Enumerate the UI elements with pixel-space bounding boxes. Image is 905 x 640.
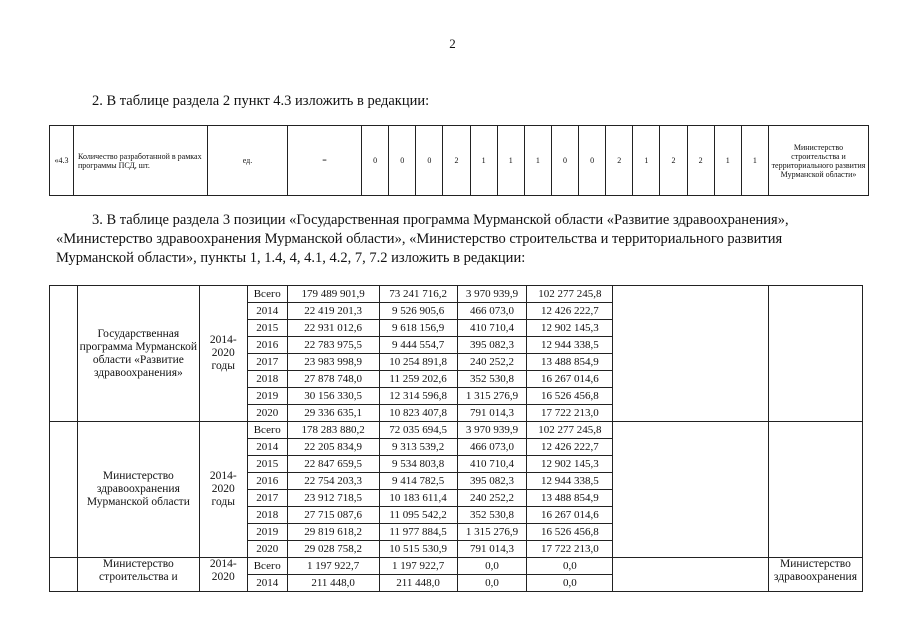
municipal-budget-cell: 0,0 (457, 558, 527, 575)
paragraph-item-3-line3: Мурманской области», пункты 1, 1.4, 4, 4.1, 4.2, 7, 7.2 изложить в редакции: (56, 250, 526, 266)
total-cell: 22 931 012,6 (287, 320, 379, 337)
federal-budget-cell: 9 526 905,6 (379, 303, 457, 320)
empty-cell (613, 558, 769, 592)
program-name: Министерство строительства и (77, 558, 199, 592)
year-cell: Всего (247, 422, 287, 439)
municipal-budget-cell: 3 970 939,9 (457, 422, 527, 439)
other-funding-cell: 16 526 456,8 (527, 524, 613, 541)
financing-row (50, 422, 863, 439)
municipal-budget-cell: 1 315 276,9 (457, 524, 527, 541)
year-cell: 2018 (247, 507, 287, 524)
indicator-value: 2 (443, 126, 470, 196)
year-cell: 2017 (247, 354, 287, 371)
municipal-budget-cell: 791 014,3 (457, 541, 527, 558)
other-funding-cell: 102 277 245,8 (527, 286, 613, 303)
total-cell: 22 783 975,5 (287, 337, 379, 354)
year-cell: 2019 (247, 524, 287, 541)
other-funding-cell: 17 722 213,0 (527, 405, 613, 422)
indicator-value: 0 (389, 126, 416, 196)
indicator-value: 2 (606, 126, 633, 196)
responsible-executor (768, 286, 862, 422)
other-funding-cell: 13 488 854,9 (527, 490, 613, 507)
indicator-unit: ед. (208, 126, 288, 196)
municipal-budget-cell: 352 530,8 (457, 371, 527, 388)
year-cell: Всего (247, 558, 287, 575)
empty-cell (613, 286, 769, 422)
federal-budget-cell: 72 035 694,5 (379, 422, 457, 439)
responsible-executor: Министерство здравоохранения (768, 558, 862, 592)
year-cell: 2015 (247, 456, 287, 473)
indicator-value: 0 (579, 126, 606, 196)
indicator-row (50, 126, 869, 196)
paragraph-item-3 (56, 211, 846, 268)
indicator-value: 1 (741, 126, 768, 196)
municipal-budget-cell: 395 082,3 (457, 337, 527, 354)
indicator-eq: = (288, 126, 362, 196)
other-funding-cell: 16 526 456,8 (527, 388, 613, 405)
empty-cell (613, 422, 769, 558)
indicator-value: 2 (660, 126, 687, 196)
municipal-budget-cell: 352 530,8 (457, 507, 527, 524)
program-period: 2014-2020 годы (199, 422, 247, 558)
year-cell: 2016 (247, 337, 287, 354)
page-number: 2 (449, 36, 456, 51)
year-cell: 2018 (247, 371, 287, 388)
indicator-value: 1 (470, 126, 497, 196)
other-funding-cell: 17 722 213,0 (527, 541, 613, 558)
indicator-value: 1 (633, 126, 660, 196)
other-funding-cell: 12 902 145,3 (527, 320, 613, 337)
federal-budget-cell: 11 977 884,5 (379, 524, 457, 541)
indicator-name: Количество разработанной в рамках программы ПСД, шт. (74, 126, 208, 196)
total-cell: 22 754 203,3 (287, 473, 379, 490)
total-cell: 22 847 659,5 (287, 456, 379, 473)
year-cell: 2019 (247, 388, 287, 405)
year-cell: 2016 (247, 473, 287, 490)
federal-budget-cell: 9 444 554,7 (379, 337, 457, 354)
program-period: 2014-2020 годы (199, 286, 247, 422)
year-cell: 2015 (247, 320, 287, 337)
other-funding-cell: 12 426 222,7 (527, 303, 613, 320)
responsible-executor (768, 422, 862, 558)
total-cell: 211 448,0 (287, 575, 379, 592)
indicator-value: 0 (551, 126, 578, 196)
financing-row (50, 286, 863, 303)
indicator-number: «4.3 (50, 126, 74, 196)
municipal-budget-cell: 240 252,2 (457, 490, 527, 507)
total-cell: 1 197 922,7 (287, 558, 379, 575)
year-cell: 2014 (247, 575, 287, 592)
municipal-budget-cell: 466 073,0 (457, 439, 527, 456)
federal-budget-cell: 73 241 716,2 (379, 286, 457, 303)
indicator-value: 1 (714, 126, 741, 196)
indicator-value: 1 (497, 126, 524, 196)
federal-budget-cell: 11 095 542,2 (379, 507, 457, 524)
indicator-value: 0 (362, 126, 389, 196)
municipal-budget-cell: 240 252,2 (457, 354, 527, 371)
program-name: Государственная программа Мурманской области «Развитие здравоохранения» (77, 286, 199, 422)
municipal-budget-cell: 395 082,3 (457, 473, 527, 490)
municipal-budget-cell: 3 970 939,9 (457, 286, 527, 303)
year-cell: 2020 (247, 405, 287, 422)
program-name: Министерство здравоохранения Мурманской области (77, 422, 199, 558)
indicator-value: 0 (416, 126, 443, 196)
federal-budget-cell: 211 448,0 (379, 575, 457, 592)
other-funding-cell: 102 277 245,8 (527, 422, 613, 439)
paragraph-item-2: 2. В таблице раздела 2 пункт 4.3 изложить в редакции: (92, 93, 430, 109)
year-cell: 2014 (247, 303, 287, 320)
total-cell: 22 419 201,3 (287, 303, 379, 320)
federal-budget-cell: 9 534 803,8 (379, 456, 457, 473)
year-cell: 2014 (247, 439, 287, 456)
financing-row (50, 558, 863, 575)
federal-budget-cell: 10 183 611,4 (379, 490, 457, 507)
municipal-budget-cell: 791 014,3 (457, 405, 527, 422)
financing-table (49, 285, 863, 592)
other-funding-cell: 12 426 222,7 (527, 439, 613, 456)
municipal-budget-cell: 410 710,4 (457, 456, 527, 473)
other-funding-cell: 12 902 145,3 (527, 456, 613, 473)
paragraph-item-3-line1: 3. В таблице раздела 3 позиции «Государственная программа Мурманской области «Развитие здравоохранения», (92, 212, 789, 228)
municipal-budget-cell: 1 315 276,9 (457, 388, 527, 405)
federal-budget-cell: 9 618 156,9 (379, 320, 457, 337)
total-cell: 27 878 748,0 (287, 371, 379, 388)
federal-budget-cell: 12 314 596,8 (379, 388, 457, 405)
other-funding-cell: 13 488 854,9 (527, 354, 613, 371)
year-cell: 2017 (247, 490, 287, 507)
total-cell: 178 283 880,2 (287, 422, 379, 439)
other-funding-cell: 16 267 014,6 (527, 507, 613, 524)
total-cell: 30 156 330,5 (287, 388, 379, 405)
year-cell: 2020 (247, 541, 287, 558)
municipal-budget-cell: 466 073,0 (457, 303, 527, 320)
other-funding-cell: 12 944 338,5 (527, 337, 613, 354)
total-cell: 22 205 834,9 (287, 439, 379, 456)
federal-budget-cell: 10 515 530,9 (379, 541, 457, 558)
paragraph-item-3-line2: «Министерство здравоохранения Мурманской области», «Министерство строительства и территориального развития (56, 231, 783, 247)
total-cell: 29 336 635,1 (287, 405, 379, 422)
federal-budget-cell: 11 259 202,6 (379, 371, 457, 388)
total-cell: 27 715 087,6 (287, 507, 379, 524)
total-cell: 23 983 998,9 (287, 354, 379, 371)
row-number (50, 422, 78, 558)
municipal-budget-cell: 410 710,4 (457, 320, 527, 337)
federal-budget-cell: 9 414 782,5 (379, 473, 457, 490)
program-period: 2014-2020 (199, 558, 247, 592)
federal-budget-cell: 10 823 407,8 (379, 405, 457, 422)
other-funding-cell: 0,0 (527, 575, 613, 592)
federal-budget-cell: 9 313 539,2 (379, 439, 457, 456)
municipal-budget-cell: 0,0 (457, 575, 527, 592)
other-funding-cell: 0,0 (527, 558, 613, 575)
indicator-responsible: Министерство строительства и территориального развития Мурманской области» (769, 126, 869, 196)
federal-budget-cell: 10 254 891,8 (379, 354, 457, 371)
other-funding-cell: 16 267 014,6 (527, 371, 613, 388)
total-cell: 29 028 758,2 (287, 541, 379, 558)
indicator-value: 2 (687, 126, 714, 196)
other-funding-cell: 12 944 338,5 (527, 473, 613, 490)
year-cell: Всего (247, 286, 287, 303)
total-cell: 23 912 718,5 (287, 490, 379, 507)
row-number (50, 286, 78, 422)
row-number (50, 558, 78, 592)
indicator-value: 1 (524, 126, 551, 196)
federal-budget-cell: 1 197 922,7 (379, 558, 457, 575)
total-cell: 179 489 901,9 (287, 286, 379, 303)
total-cell: 29 819 618,2 (287, 524, 379, 541)
indicator-table (49, 125, 869, 196)
